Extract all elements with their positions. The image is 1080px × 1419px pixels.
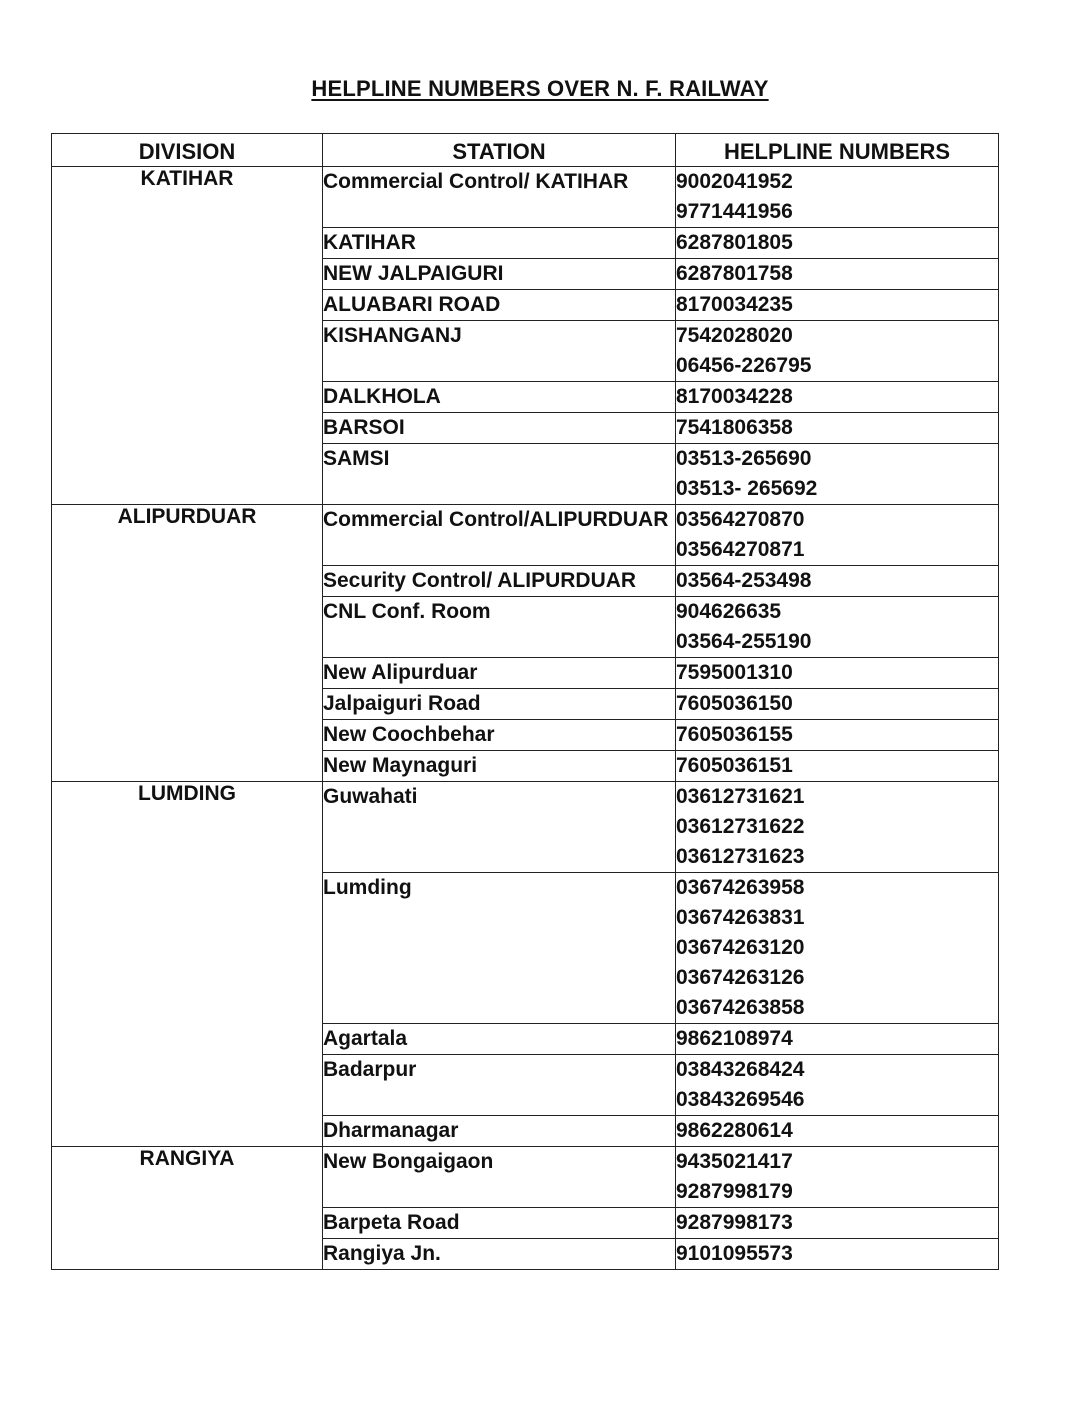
helpline-number: 7541806358 (676, 416, 793, 439)
helpline-numbers-cell (676, 1116, 999, 1147)
helpline-number: 03513-265690 (676, 447, 812, 470)
station-name: KISHANGANJ (323, 321, 676, 382)
division-name: ALIPURDUAR (52, 505, 323, 782)
station-name: Rangiya Jn. (323, 1239, 676, 1270)
division-column-header: DIVISION (52, 134, 323, 167)
helpline-number: 06456-226795 (676, 354, 812, 377)
helpline-number: 9101095573 (676, 1242, 793, 1265)
station-column-header: STATION (323, 134, 676, 167)
table-row (52, 1147, 999, 1208)
helpline-numbers-cell (676, 228, 999, 259)
helpline-number: 03564-253498 (676, 569, 812, 592)
station-name: New Maynaguri (323, 751, 676, 782)
helpline-number: 03612731621 (676, 785, 805, 808)
helpline-number: 904626635 (676, 600, 782, 623)
helpline-numbers-cell (676, 290, 999, 321)
helpline-number: 9862108974 (676, 1027, 793, 1050)
helpline-numbers-cell (676, 167, 999, 228)
helpline-number: 9771441956 (676, 200, 793, 223)
helpline-number: 03513- 265692 (676, 477, 818, 500)
helpline-numbers-column-header: HELPLINE NUMBERS (676, 134, 999, 167)
helpline-number: 8170034235 (676, 293, 793, 316)
helpline-numbers-cell (676, 873, 999, 1024)
helpline-number: 9287998179 (676, 1180, 793, 1203)
helpline-number: 7595001310 (676, 661, 793, 684)
station-name: New Alipurduar (323, 658, 676, 689)
helpline-number: 9435021417 (676, 1150, 793, 1173)
helpline-numbers-cell (676, 1024, 999, 1055)
helpline-numbers-cell (676, 1239, 999, 1270)
helpline-number: 7605036151 (676, 754, 793, 777)
station-name: New Bongaigaon (323, 1147, 676, 1208)
helpline-number: 6287801805 (676, 231, 793, 254)
station-name: Jalpaiguri Road (323, 689, 676, 720)
helpline-number: 7542028020 (676, 324, 793, 347)
helpline-numbers-cell (676, 597, 999, 658)
helpline-number: 03674263120 (676, 936, 805, 959)
helpline-number: 03843268424 (676, 1058, 805, 1081)
helpline-number: 03674263831 (676, 906, 805, 929)
station-name: NEW JALPAIGURI (323, 259, 676, 290)
helpline-numbers-cell (676, 1147, 999, 1208)
helpline-numbers-cell (676, 751, 999, 782)
table-row (52, 505, 999, 566)
table-row (52, 167, 999, 228)
helpline-number: 03674263958 (676, 876, 805, 899)
helpline-number: 9862280614 (676, 1119, 793, 1142)
station-name: Commercial Control/ALIPURDUAR (323, 505, 676, 566)
helpline-number: 6287801758 (676, 262, 793, 285)
helpline-numbers-cell (676, 658, 999, 689)
station-name: Lumding (323, 873, 676, 1024)
helpline-number: 8170034228 (676, 385, 793, 408)
helpline-number: 03564270870 (676, 508, 805, 531)
helpline-number: 03564270871 (676, 538, 805, 561)
table-header-row (52, 134, 999, 167)
helpline-number: 03612731622 (676, 815, 805, 838)
station-name: KATIHAR (323, 228, 676, 259)
station-name: ALUABARI ROAD (323, 290, 676, 321)
helpline-number: 03674263858 (676, 996, 805, 1019)
table-body (52, 167, 999, 1270)
helpline-numbers-cell (676, 382, 999, 413)
helpline-number: 9002041952 (676, 170, 793, 193)
station-name: Commercial Control/ KATIHAR (323, 167, 676, 228)
station-name: Guwahati (323, 782, 676, 873)
division-name: KATIHAR (52, 167, 323, 505)
helpline-numbers-cell (676, 720, 999, 751)
station-name: Agartala (323, 1024, 676, 1055)
helpline-numbers-cell (676, 689, 999, 720)
division-name: LUMDING (52, 782, 323, 1147)
helpline-numbers-cell (676, 321, 999, 382)
station-name: DALKHOLA (323, 382, 676, 413)
helpline-table (51, 133, 999, 1270)
station-name: New Coochbehar (323, 720, 676, 751)
helpline-numbers-cell (676, 259, 999, 290)
station-name: Barpeta Road (323, 1208, 676, 1239)
helpline-number: 7605036150 (676, 692, 793, 715)
helpline-numbers-cell (676, 413, 999, 444)
helpline-number: 7605036155 (676, 723, 793, 746)
helpline-number: 9287998173 (676, 1211, 793, 1234)
helpline-numbers-cell (676, 505, 999, 566)
helpline-number: 03843269546 (676, 1088, 805, 1111)
station-name: SAMSI (323, 444, 676, 505)
document-title: HELPLINE NUMBERS OVER N. F. RAILWAY (311, 76, 769, 101)
division-name: RANGIYA (52, 1147, 323, 1270)
helpline-numbers-cell (676, 1055, 999, 1116)
helpline-numbers-cell (676, 1208, 999, 1239)
station-name: Dharmanagar (323, 1116, 676, 1147)
station-name: CNL Conf. Room (323, 597, 676, 658)
helpline-number: 03564-255190 (676, 630, 812, 653)
helpline-numbers-cell (676, 444, 999, 505)
station-name: BARSOI (323, 413, 676, 444)
helpline-number: 03612731623 (676, 845, 805, 868)
helpline-numbers-cell (676, 566, 999, 597)
helpline-number: 03674263126 (676, 966, 805, 989)
station-name: Badarpur (323, 1055, 676, 1116)
helpline-numbers-cell (676, 782, 999, 873)
station-name: Security Control/ ALIPURDUAR (323, 566, 676, 597)
table-row (52, 782, 999, 873)
